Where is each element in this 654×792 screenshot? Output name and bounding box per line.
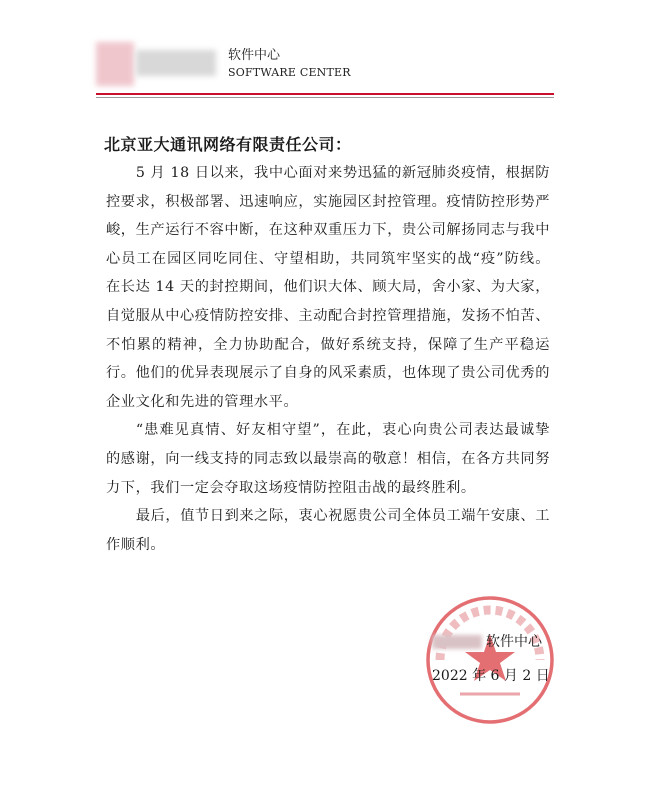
header-rule-red: [96, 93, 554, 95]
signature-org-text: 软件中心: [486, 634, 542, 650]
salutation: 北京亚大通讯网络有限责任公司：: [104, 135, 352, 154]
logo-wordmark: [136, 50, 216, 76]
logo-mark: [96, 42, 134, 86]
header-center-cn: 软件中心: [228, 48, 281, 63]
letter-body: [106, 159, 550, 559]
signature-date: 2022 年 6 月 2 日: [432, 668, 550, 684]
paragraph-3: 最后，值节日到来之际，衷心祝愿贵公司全体员工端午安康、工作顺利。: [106, 508, 550, 553]
logo: [96, 42, 216, 86]
paragraph-2: “患难见真情、好友相守望”，在此，衷心向贵公司表达最诚挚的感谢，向一线支持的同志致以最崇高的敬意！相信，在各方共同努力下，我们一定会夺取这场疫情防控阻击战的最终胜利。: [106, 422, 550, 496]
signature-org: [432, 631, 542, 651]
header-center-en: SOFTWARE CENTER: [228, 66, 351, 79]
paragraph-1: 5 月 18 日以来，我中心面对来势迅猛的新冠肺炎疫情，根据防控要求，积极部署、迅速响应，实施园区封控管理。疫情防控形势严峻，生产运行不容中断，在这种双重压力下，贵公司解扬同志与我中心员工在园区同吃同住、守望相助，共同筑牢坚实的战“疫”防线。在长达 14 天的封控期间，他们识大体、顾大局，舍小家、为大家，自觉服从中心疫情防控安排、主动配合封控管理措施，发扬不怕苦、不怕累的精神，全力协助配合，做好系统支持，保障了生产平稳运行。他们的优异表现展示了自身的风采素质，也体现了贵公司优秀的企业文化和先进的管理水平。: [106, 165, 550, 410]
blurred-org-name: [432, 635, 482, 649]
red-seal-icon: [420, 590, 560, 730]
header-rule-gray: [96, 97, 554, 98]
